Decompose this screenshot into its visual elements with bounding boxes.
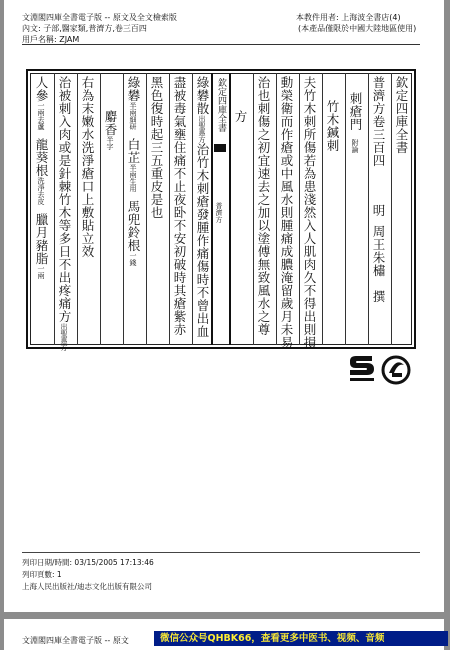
text-column: 動榮衛而作瘡或中風水則腫痛成膿淹留歲月未易 xyxy=(279,76,294,349)
subsection-column xyxy=(324,100,340,152)
fold-rule-right xyxy=(229,73,231,345)
text-column: 夫竹木刺所傷若為患淺然入人肌肉久不得出則損 xyxy=(302,76,317,349)
text-column: 盡被毒氣壅住痛不止夜卧不安初破時其瘡紫赤 xyxy=(172,76,187,336)
ingredient-note: 半兩生用 xyxy=(129,164,137,192)
header-title: 文淵閣四庫全書電子版 -- 原文及全文檢索版 xyxy=(22,13,177,22)
text-column: 治也刺傷之初宜速去之加以塗傅無致風水之尊 xyxy=(256,76,271,336)
section-column xyxy=(347,92,363,153)
ingredient: 龍葵根 xyxy=(34,138,49,177)
ingredient: 白芷 xyxy=(126,138,141,164)
column-rule xyxy=(54,73,55,345)
prescription-source: 出聖惠方 xyxy=(60,323,68,351)
volume-title: 普濟方卷三百四 xyxy=(371,76,386,167)
volume-column xyxy=(370,76,386,167)
book-title-column: 欽定四庫全書 xyxy=(394,76,409,154)
ingredient-note: 一兩去蘆 xyxy=(37,102,45,130)
footer-divider xyxy=(22,552,420,553)
column-rule xyxy=(100,73,101,345)
ingredient-column xyxy=(125,76,141,266)
column-rule xyxy=(345,73,346,345)
ingredient: 臘月豬脂 xyxy=(34,213,49,265)
ingredient-note: 半字 xyxy=(106,136,114,150)
ingredient: 綠礬 xyxy=(126,76,141,102)
ingredient: 麝香 xyxy=(103,110,118,136)
watermark-banner: 微信公众号QHBK66，查看更多中医书、视频、音频 xyxy=(154,631,448,646)
header-licensee: 本教件用者: 上海波全書店(4) xyxy=(296,13,401,22)
column-rule xyxy=(299,73,300,345)
column-rule xyxy=(146,73,147,345)
ingredient-column xyxy=(102,110,118,150)
header-left xyxy=(22,12,177,45)
publisher-logo-icon xyxy=(346,353,412,387)
fishtail-mark xyxy=(214,144,226,152)
fold-title: 欽定四庫全書 xyxy=(216,78,226,132)
column-rule xyxy=(123,73,124,345)
subsection-title: 竹木鍼刺 xyxy=(325,100,340,152)
ingredient-note: 一兩 xyxy=(37,265,45,279)
prescription-text: 治竹木刺瘡發腫作痛傷時不曾出血 xyxy=(195,143,210,338)
author-dynasty: 明 xyxy=(371,204,386,217)
next-page-header: 文淵閣四庫全書電子版 -- 原文 xyxy=(22,636,129,645)
ingredient: 人參 xyxy=(34,76,49,102)
publisher-name: 上海人民出版社/迪志文化出版有限公司 xyxy=(22,582,153,591)
ingredient-note: 一錢 xyxy=(129,252,137,266)
text-column: 黑色復時起三五重皮是也 xyxy=(149,76,164,219)
print-page-count: 列印頁數: 1 xyxy=(22,570,62,579)
text-column: 方 xyxy=(233,110,248,123)
column-rule xyxy=(192,73,193,345)
text-column xyxy=(194,76,210,338)
prescription-source: 出聖惠方 xyxy=(198,115,206,143)
ingredient-note: 洗淨去皮 xyxy=(37,177,45,205)
prescription-name: 綠礬散 xyxy=(195,76,210,115)
ingredient-column xyxy=(33,76,49,279)
column-rule xyxy=(276,73,277,345)
ingredient-note: 半兩細研 xyxy=(129,102,137,130)
print-datetime: 列印日期/時間: 03/15/2005 17:13:46 xyxy=(22,558,154,567)
header-region-note: (本產品僅限於中國大陸地區使用) xyxy=(298,24,417,33)
column-rule xyxy=(322,73,323,345)
column-rule xyxy=(368,73,369,345)
fold-book-name: 普濟方 xyxy=(215,202,223,223)
section-note: 附論 xyxy=(351,139,359,153)
column-rule xyxy=(391,73,392,345)
print-footer xyxy=(22,557,154,593)
column-rule xyxy=(77,73,78,345)
column-rule xyxy=(169,73,170,345)
header-user: 用戶名稱: ZJAM xyxy=(22,35,80,44)
header-content: 內文: 子部,醫家類,普濟方,卷三百四 xyxy=(22,24,147,33)
author-column xyxy=(370,204,386,303)
text-column xyxy=(56,76,72,351)
text-column: 右為末嫩水洗淨瘡口上敷貼立效 xyxy=(80,76,95,258)
column-rule xyxy=(253,73,254,345)
author-name: 周王朱橚 撰 xyxy=(371,225,386,303)
section-title: 刺瘡門 xyxy=(348,92,363,131)
ingredient: 馬兜鈴根 xyxy=(126,200,141,252)
header-right xyxy=(296,12,416,34)
header-divider xyxy=(22,44,420,45)
prescription-text: 治被刺入肉或是針棘竹木等多日不出疼痛方 xyxy=(57,76,72,323)
